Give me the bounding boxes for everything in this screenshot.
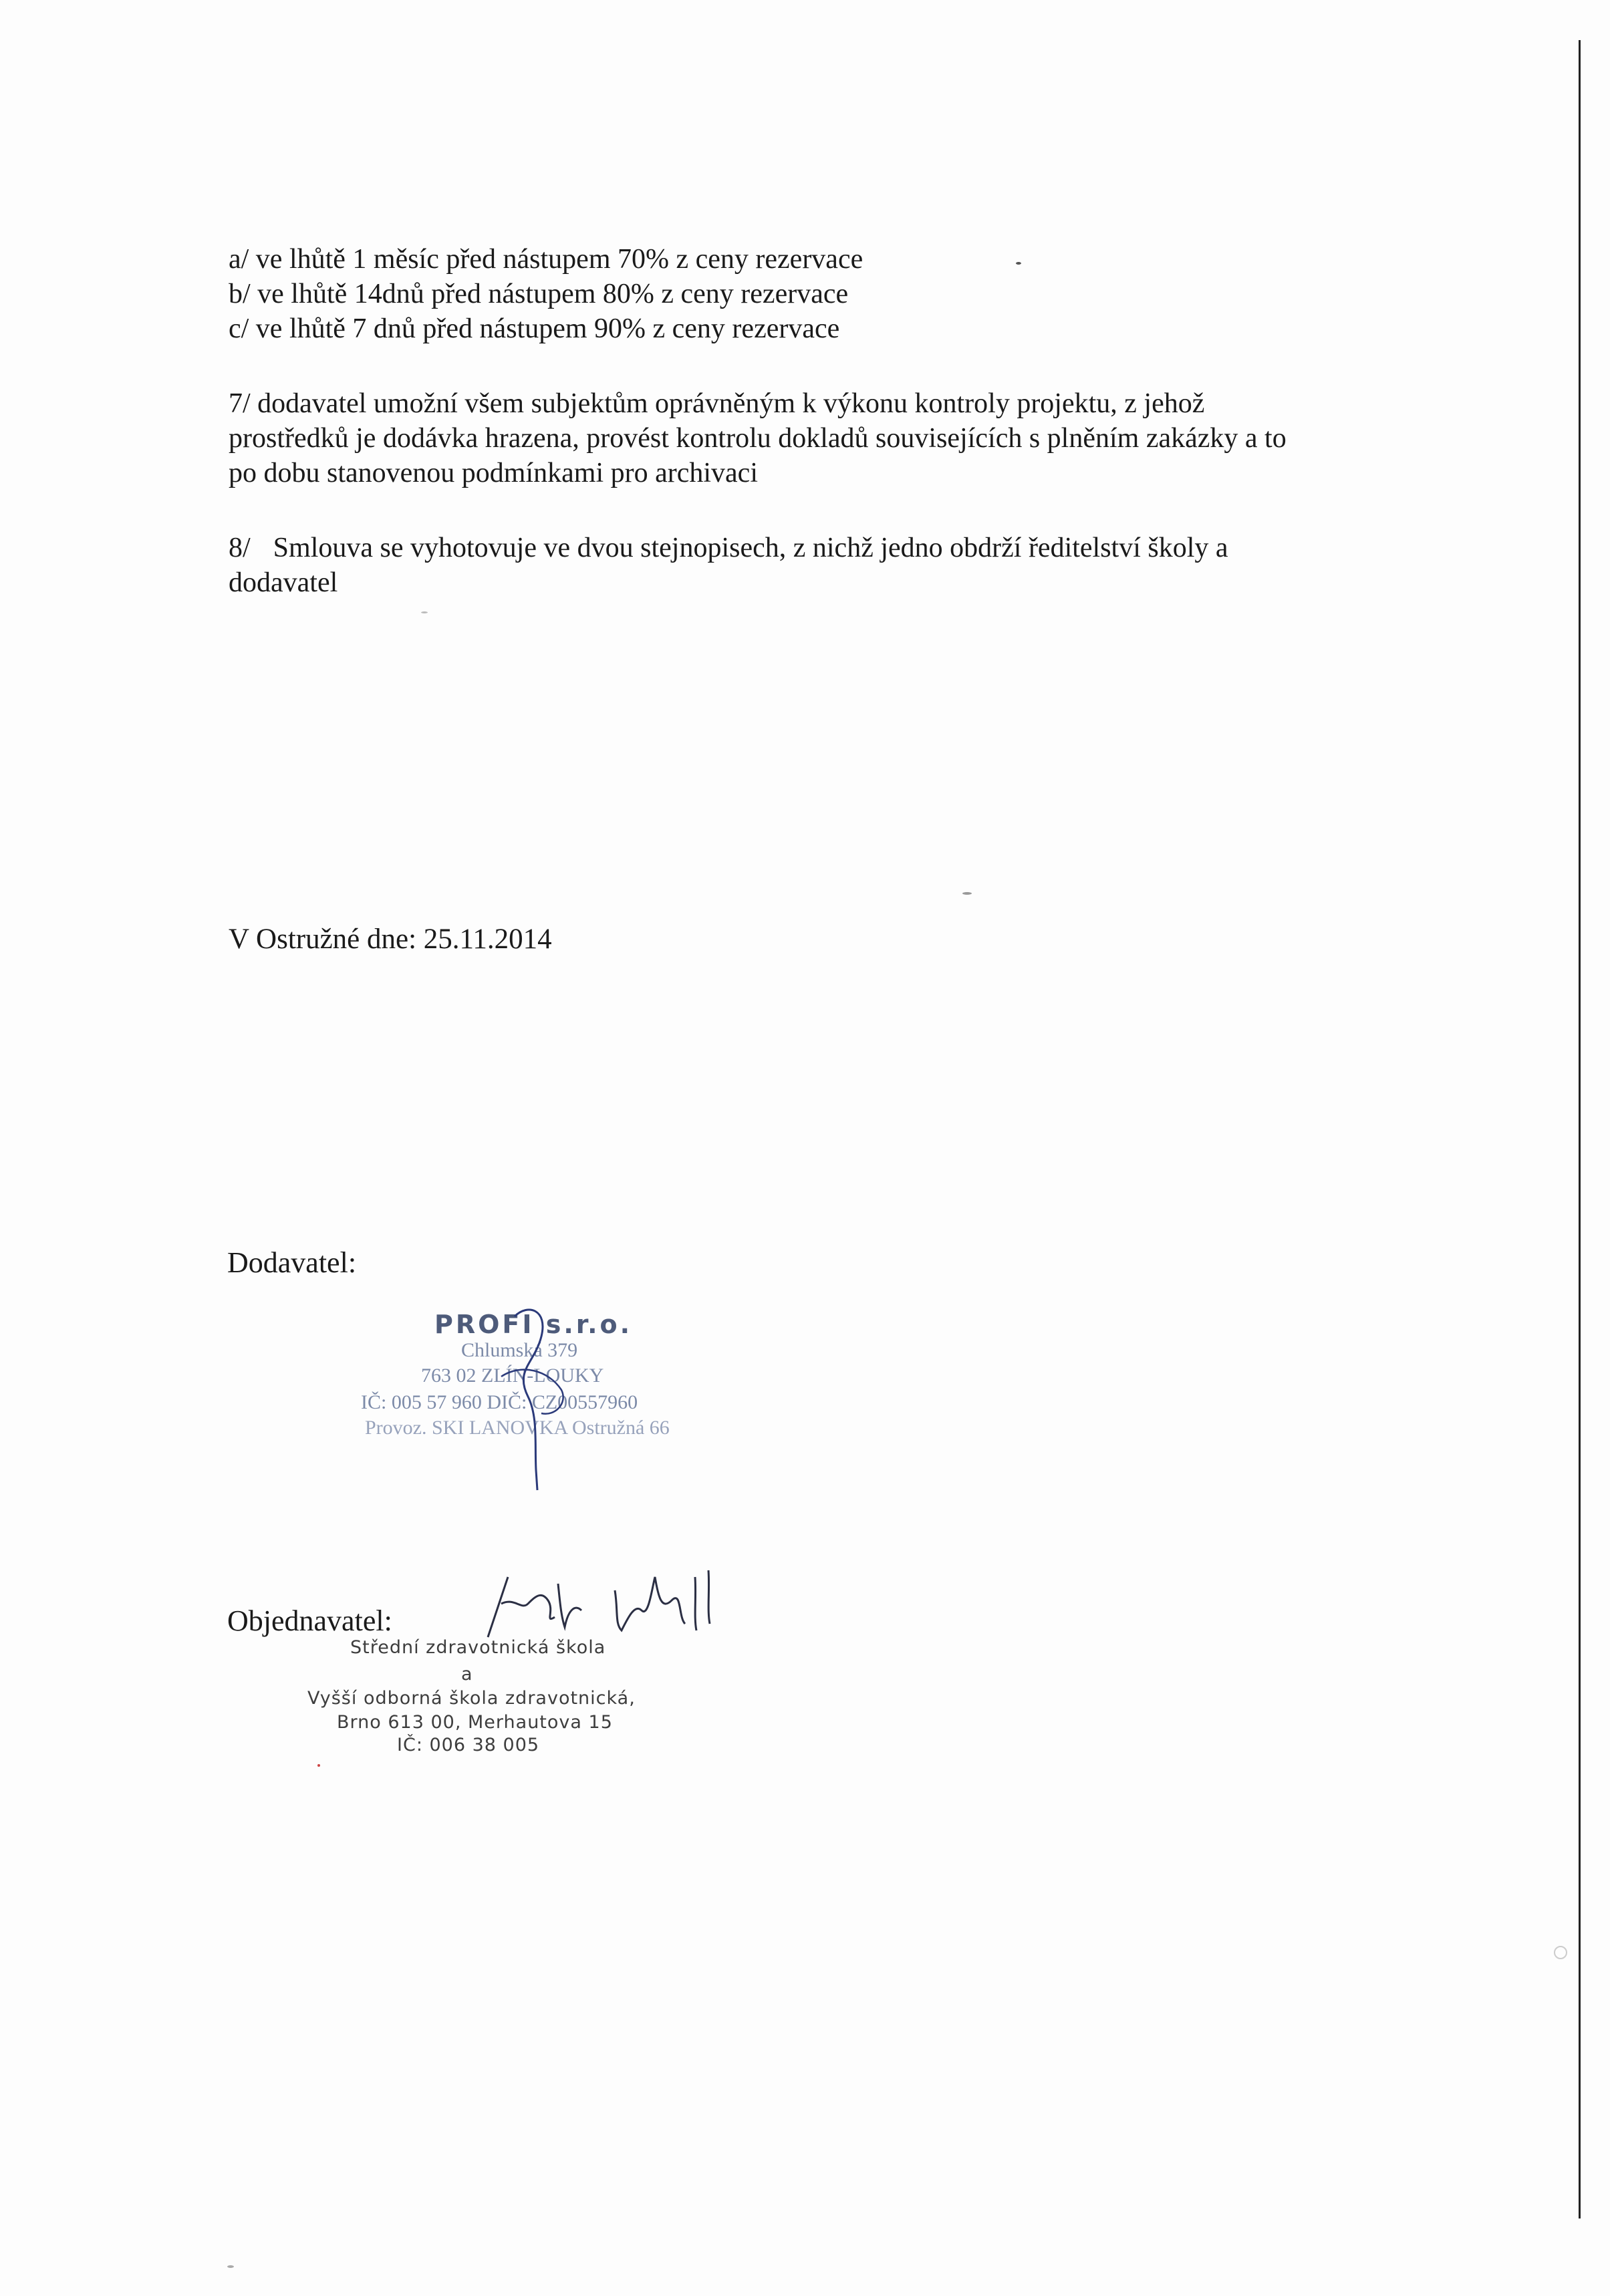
supplier-stamp	[361, 1310, 722, 1510]
payment-terms-list	[229, 242, 863, 346]
scan-speck	[962, 892, 972, 895]
stamp-ids: IČ: 005 57 960 DIČ: CZ00557960	[361, 1391, 638, 1413]
list-item: b/ ve lhůtě 14dnů před nástupem 80% z ceny rezervace	[229, 279, 849, 309]
supplier-label: Dodavatel:	[227, 1246, 357, 1279]
clause-7-line: 7/ dodavatel umožní všem subjektům oprávněným k výkonu kontroly projektu, z jehož	[229, 388, 1205, 419]
stamp-address: Brno 613 00, Merhautova 15	[337, 1712, 613, 1733]
scan-speck	[1554, 1946, 1567, 1959]
stamp-company-name: PROFI s.r.o.	[434, 1310, 633, 1339]
list-item: a/ ve lhůtě 1 měsíc před nástupem 70% z ceny rezervace	[229, 244, 863, 275]
stamp-branch: Provoz. SKI LANOVKA Ostružná 66	[365, 1417, 670, 1439]
scan-edge-line	[1579, 40, 1581, 2218]
stamp-college-name: Vyšší odborná škola zdravotnická,	[307, 1688, 636, 1709]
stamp-school-name: Střední zdravotnická škola	[350, 1637, 606, 1658]
scan-speck	[227, 2265, 234, 2268]
stamp-conjunction: a	[461, 1664, 473, 1685]
clause-7-line: prostředků je dodávka hrazena, provést kontrolu dokladů souvisejících s plněním zakázky a to	[229, 423, 1287, 454]
clause-8-line: dodavatel	[229, 567, 338, 598]
clause-7	[229, 386, 1287, 490]
clause-8-line	[229, 531, 1228, 565]
scan-speck	[421, 611, 428, 613]
place-date-line: V Ostružné dne: 25.11.2014	[229, 923, 552, 955]
scan-speck	[1016, 262, 1021, 265]
scan-speck	[317, 1764, 320, 1767]
stamp-street: Chlumská 379	[461, 1339, 578, 1361]
stamp-id: IČ: 006 38 005	[397, 1735, 540, 1755]
clause-7-line: po dobu stanovenou podmínkami pro archivaci	[229, 458, 758, 488]
stamp-city: 763 02 ZLÍN-LOUKY	[421, 1365, 604, 1387]
customer-stamp	[307, 1637, 682, 1771]
clause-8	[229, 531, 1228, 600]
customer-label: Objednavatel:	[227, 1604, 392, 1637]
clause-8-number: 8/	[229, 533, 251, 563]
clause-8-text: Smlouva se vyhotovuje ve dvou stejnopisech, z nichž jedno obdrží ředitelství školy a	[273, 533, 1228, 563]
list-item: c/ ve lhůtě 7 dnů před nástupem 90% z ceny rezervace	[229, 313, 840, 344]
supplier-signature-icon	[488, 1296, 581, 1497]
